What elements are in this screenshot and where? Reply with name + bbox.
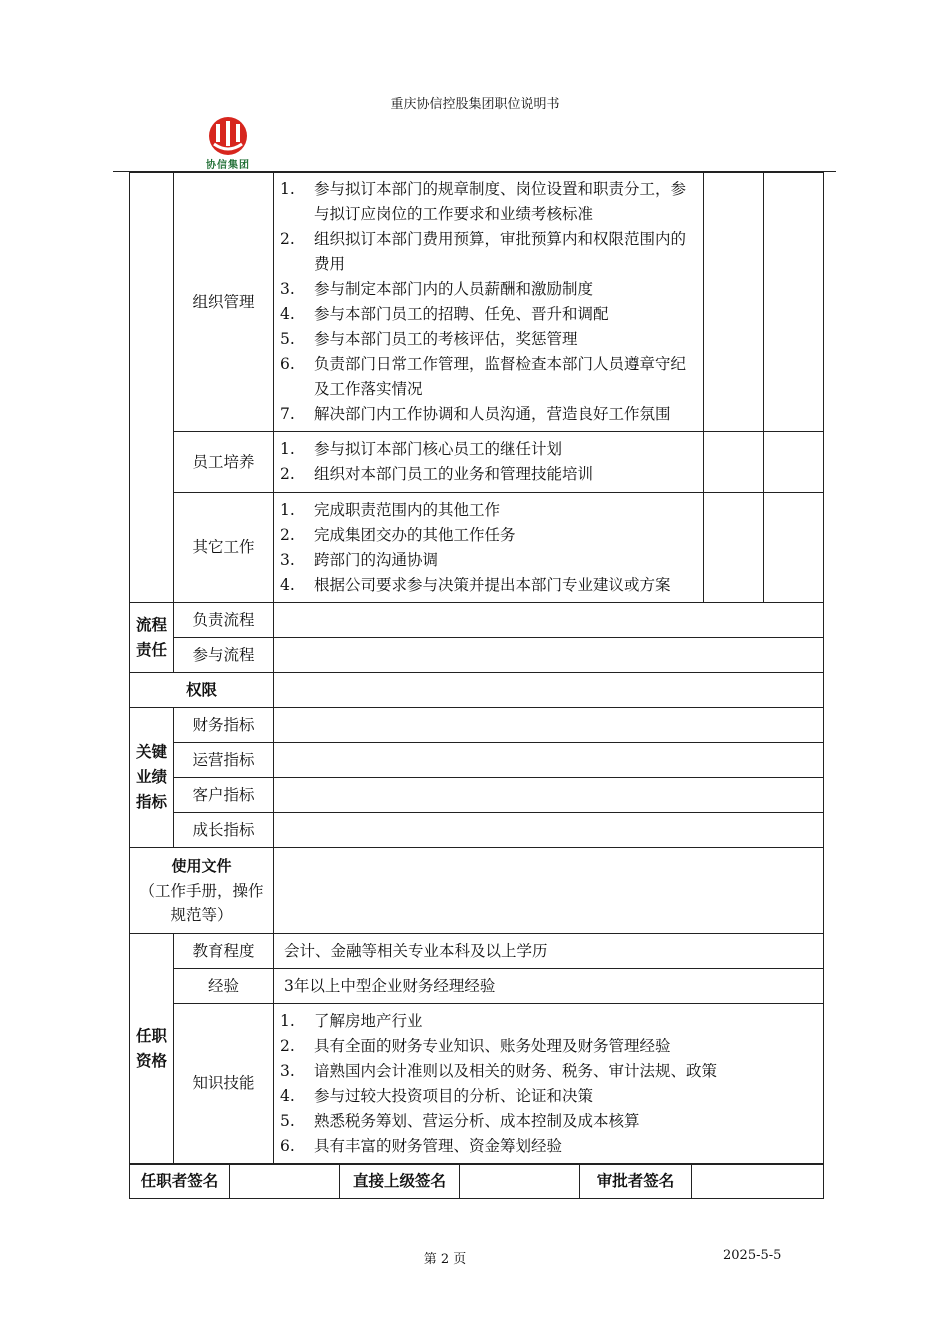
- list-item: 2. 完成集团交办的其他工作任务: [280, 525, 516, 544]
- documents-label-cell: [130, 848, 274, 934]
- list-item: 6. 具有丰富的财务管理、资金筹划经验: [280, 1136, 563, 1155]
- table-row: [130, 638, 824, 673]
- process-value-cell: [274, 603, 824, 638]
- table-row: [130, 673, 824, 708]
- qualifications-section-label: 任职资格: [130, 934, 174, 1164]
- holder-signature-field[interactable]: [230, 1165, 340, 1199]
- responsibility-items: [274, 173, 704, 432]
- documents-label: 使用文件: [171, 857, 232, 875]
- authority-value-cell: [274, 673, 824, 708]
- table-row: [130, 173, 824, 432]
- table-row: [130, 934, 824, 969]
- process-value-cell: [274, 638, 824, 673]
- documents-value-cell: [274, 848, 824, 934]
- process-row-label: 负责流程: [174, 603, 274, 638]
- list-item: 3. 跨部门的沟通协调: [280, 550, 439, 569]
- kpi-row-label: 成长指标: [174, 813, 274, 848]
- blank-cell: [704, 173, 764, 432]
- table-row: [130, 1004, 824, 1164]
- table-row: [130, 778, 824, 813]
- table-row: [130, 969, 824, 1004]
- list-item: 4. 参与过较大投资项目的分析、论证和决策: [280, 1086, 594, 1105]
- blank-cell: [704, 432, 764, 493]
- skills-label: 知识技能: [174, 1004, 274, 1164]
- page-number: 第 2 页: [423, 1252, 467, 1267]
- list-item: 1. 参与拟订本部门的规章制度、岗位设置和职责分工，参与拟订应岗位的工作要求和业绩考核标准: [280, 180, 687, 223]
- holder-signature-label: 任职者签名: [130, 1165, 230, 1199]
- documents-note: （工作手册，操作规范等）: [139, 882, 264, 924]
- list-item: 1. 了解房地产行业: [280, 1011, 423, 1030]
- document-header-title: 重庆协信控股集团职位说明书: [390, 97, 560, 112]
- list-item: 5. 熟悉税务筹划、营运分析、成本控制及成本核算: [280, 1111, 640, 1130]
- list-item: 2. 组织对本部门员工的业务和管理技能培训: [280, 465, 594, 483]
- list-item: 6. 负责部门日常工作管理，监督检查本部门人员遵章守纪及工作落实情况: [280, 355, 687, 398]
- kpi-row-label: 财务指标: [174, 708, 274, 743]
- kpi-value-cell: [274, 813, 824, 848]
- table-row: [130, 813, 824, 848]
- table-row: [130, 708, 824, 743]
- authority-label: 权限: [130, 673, 274, 708]
- responsibility-name: 员工培养: [174, 432, 274, 493]
- education-value: 会计、金融等相关专业本科及以上学历: [274, 934, 824, 969]
- list-item: 3. 谙熟国内会计准则以及相关的财务、税务、审计法规、政策: [280, 1061, 718, 1080]
- responsibility-items: [274, 432, 704, 493]
- process-row-label: 参与流程: [174, 638, 274, 673]
- table-row: [130, 1165, 824, 1199]
- table-row: [130, 848, 824, 934]
- kpi-section-label: 关键业绩指标: [130, 708, 174, 848]
- responsibility-name: 组织管理: [174, 173, 274, 432]
- blank-cell: [704, 493, 764, 603]
- blank-cell: [764, 432, 824, 493]
- responsibility-section-cell: [130, 173, 174, 603]
- list-item: 2. 具有全面的财务专业知识、账务处理及财务管理经验: [280, 1036, 671, 1055]
- table-row: [130, 743, 824, 778]
- table-row: [130, 493, 824, 603]
- kpi-row-label: 运营指标: [174, 743, 274, 778]
- list-item: 1. 参与拟订本部门核心员工的继任计划: [280, 440, 563, 458]
- skills-items: [274, 1004, 824, 1164]
- kpi-value-cell: [274, 743, 824, 778]
- responsibility-name: 其它工作: [174, 493, 274, 603]
- experience-value: 3年以上中型企业财务经理经验: [274, 969, 824, 1004]
- list-item: 2. 组织拟订本部门费用预算，审批预算内和权限范围内的费用: [280, 230, 687, 273]
- experience-label: 经验: [174, 969, 274, 1004]
- table-row: [130, 603, 824, 638]
- responsibility-items: [274, 493, 704, 603]
- list-item: 7. 解决部门内工作协调和人员沟通，营造良好工作氛围: [280, 405, 671, 423]
- education-label: 教育程度: [174, 934, 274, 969]
- signature-table: [129, 1164, 824, 1199]
- kpi-value-cell: [274, 778, 824, 813]
- kpi-value-cell: [274, 708, 824, 743]
- list-item: 4. 根据公司要求参与决策并提出本部门专业建议或方案: [280, 575, 671, 594]
- job-description-table: [129, 172, 824, 1164]
- blank-cell: [764, 173, 824, 432]
- list-item: 3. 参与制定本部门内的人员薪酬和激励制度: [280, 280, 594, 298]
- approver-signature-label: 审批者签名: [580, 1165, 692, 1199]
- list-item: 4. 参与本部门员工的招聘、任免、晋升和调配: [280, 305, 609, 323]
- list-item: 1. 完成职责范围内的其他工作: [280, 500, 501, 519]
- table-row: [130, 432, 824, 493]
- process-section-label: 流程责任: [130, 603, 174, 673]
- footer-date: 2025-5-5: [723, 1248, 782, 1263]
- kpi-row-label: 客户指标: [174, 778, 274, 813]
- blank-cell: [764, 493, 824, 603]
- list-item: 5. 参与本部门员工的考核评估，奖惩管理: [280, 330, 578, 348]
- company-logo-text: 协信集团: [206, 160, 250, 171]
- supervisor-signature-label: 直接上级签名: [340, 1165, 460, 1199]
- supervisor-signature-field[interactable]: [460, 1165, 580, 1199]
- approver-signature-field[interactable]: [692, 1165, 824, 1199]
